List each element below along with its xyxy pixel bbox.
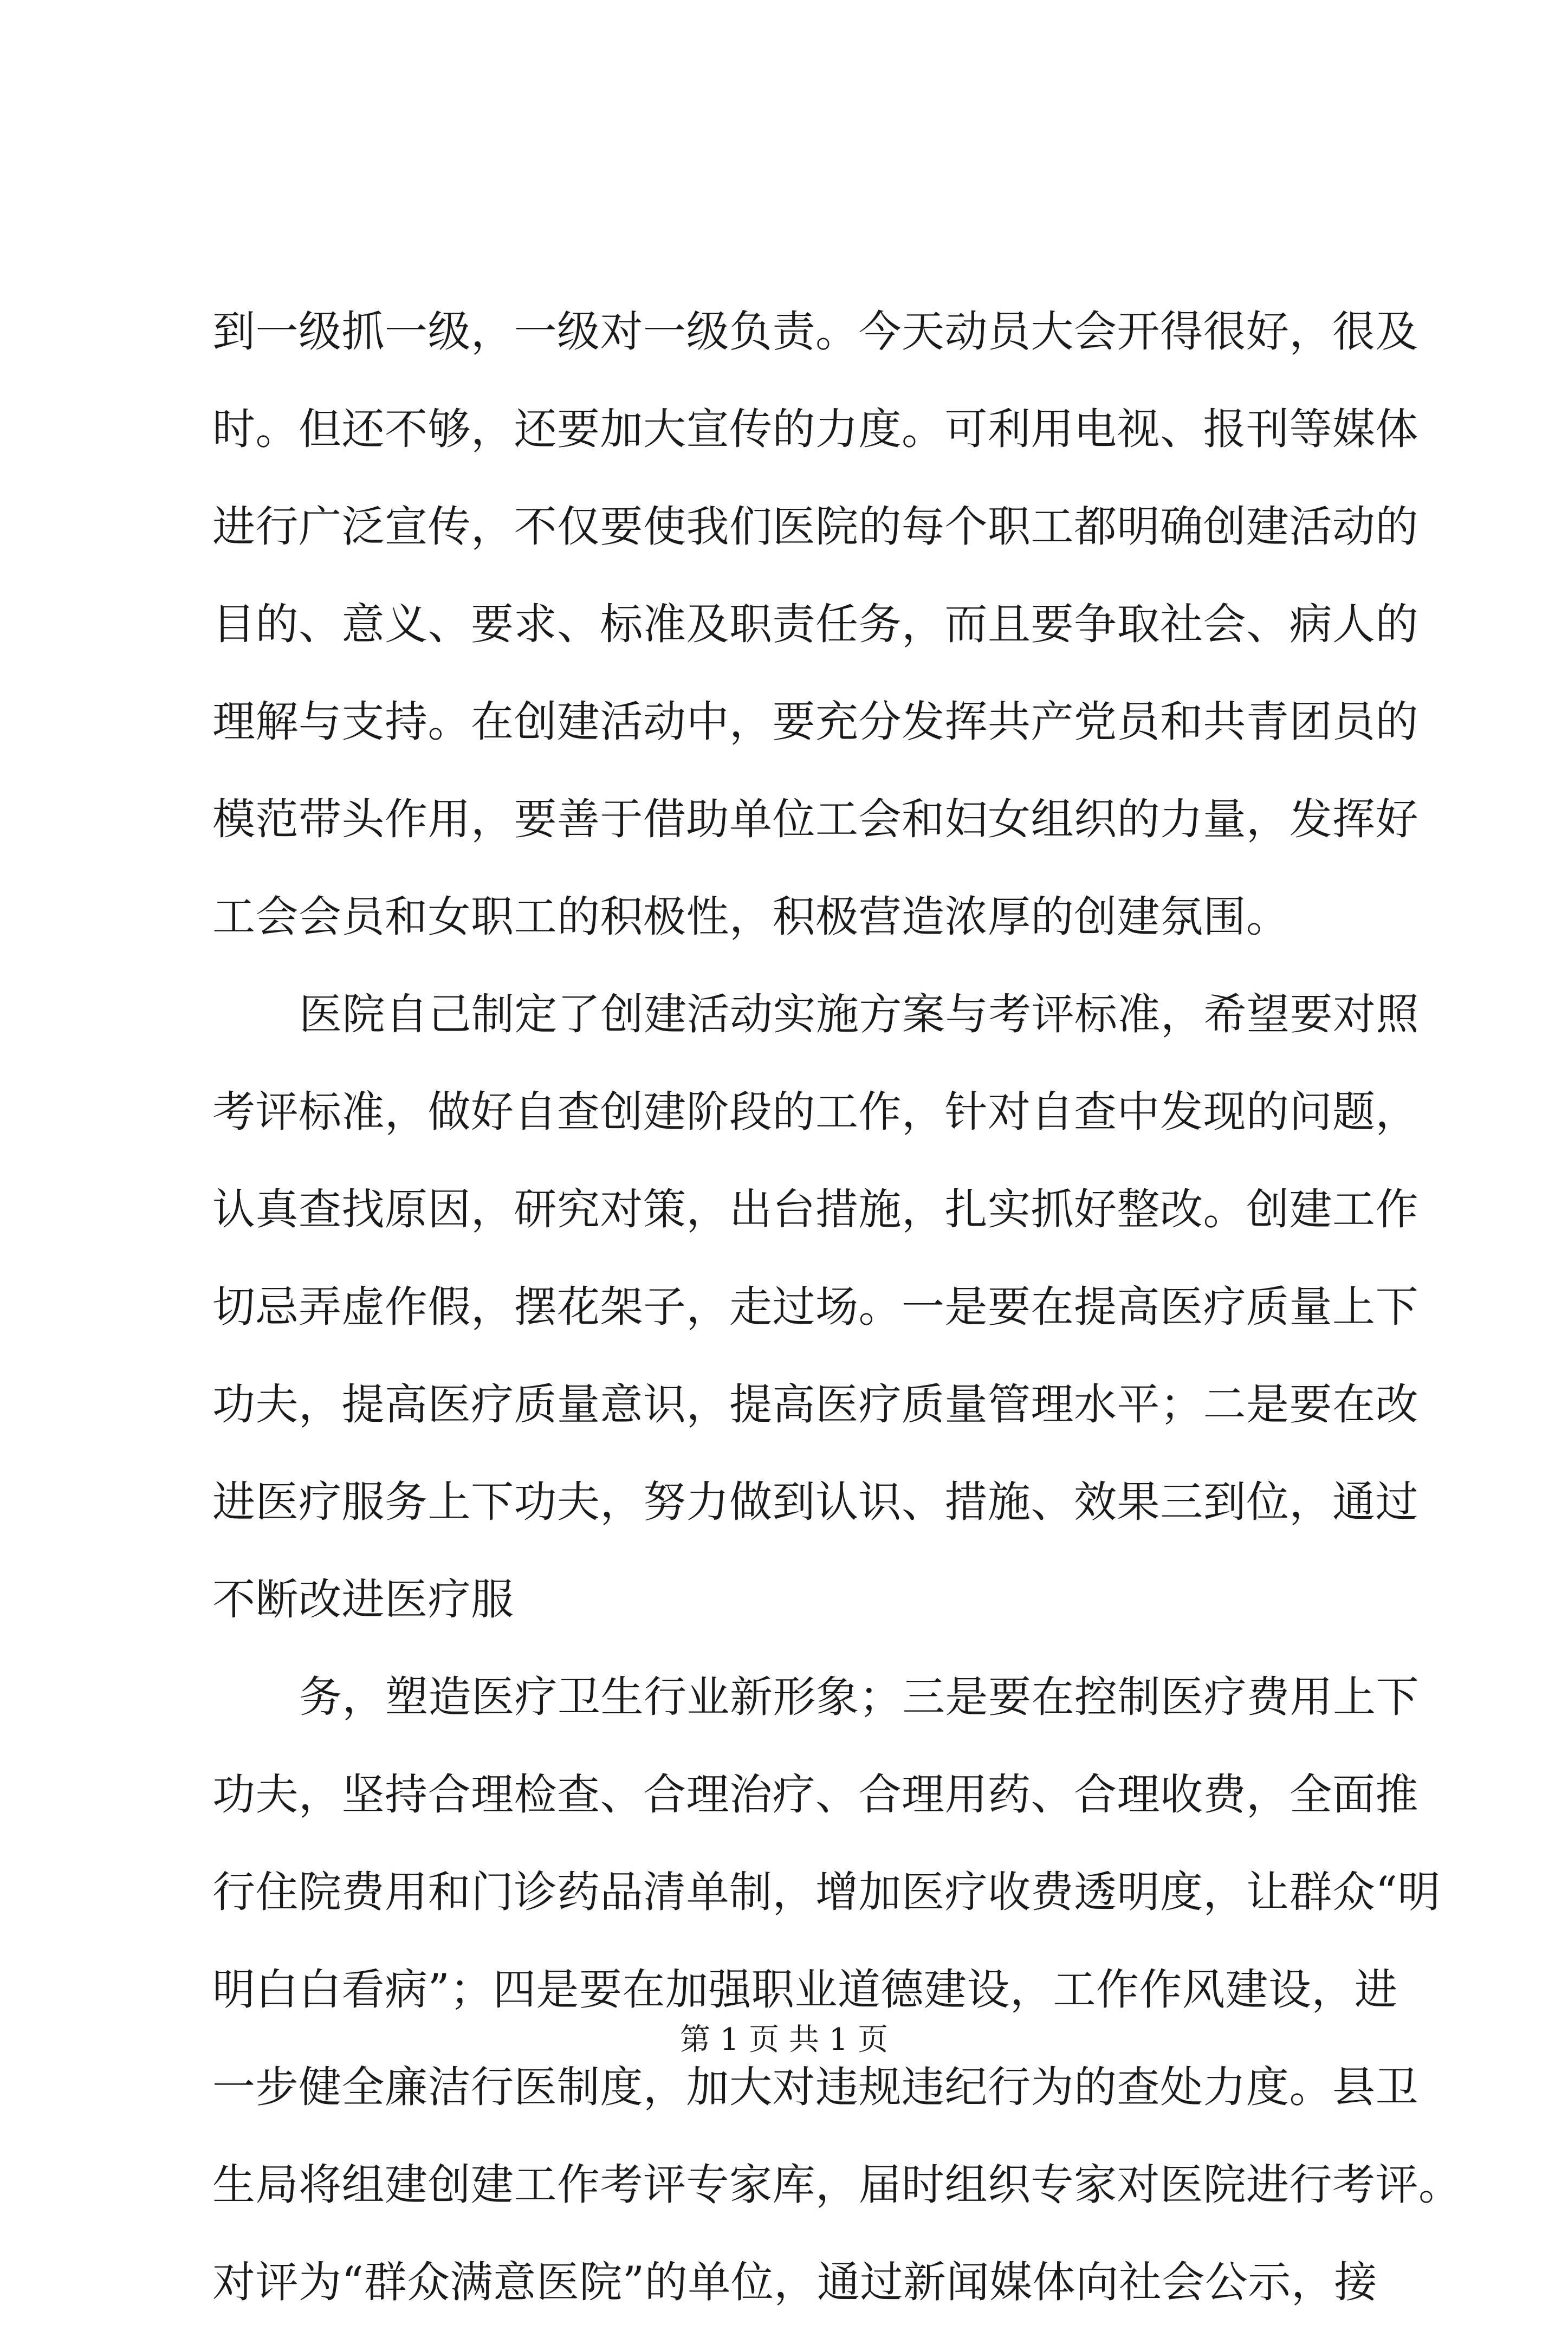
- text-line: 一步健全廉洁行医制度，加大对违规违纪行为的查处力度。县卫: [212, 2062, 1418, 2112]
- text-line: 功夫，坚持合理检查、合理治疗、合理用药、合理收费，全面推: [212, 1770, 1418, 1820]
- text-line: 到一级抓一级，一级对一级负责。今天动员大会开得很好，很及: [212, 307, 1418, 357]
- text-line: 理解与支持。在创建活动中，要充分发挥共产党员和共青团员的: [212, 697, 1418, 747]
- text-line: 时。但还不够，还要加大宣传的力度。可利用电视、报刊等媒体: [212, 404, 1418, 454]
- text-line: 明白白看病”；四是要在加强职业道德建设，工作作风建设，进: [212, 1965, 1398, 2015]
- text-line: 切忌弄虚作假，摆花架子，走过场。一是要在提高医疗质量上下: [212, 1282, 1418, 1332]
- page-number-footer: 第 1 页 共 1 页: [679, 2022, 889, 2057]
- text-line: 生局将组建创建工作考评专家库，届时组织专家对医院进行考评。: [212, 2160, 1462, 2210]
- paragraph-start-line: 务，塑造医疗卫生行业新形象；三是要在控制医疗费用上下: [299, 1672, 1419, 1722]
- text-line: 对评为“群众满意医院”的单位，通过新闻媒体向社会公示，接: [212, 2257, 1377, 2307]
- text-line: 模范带头作用，要善于借助单位工会和妇女组织的力量，发挥好: [212, 794, 1418, 844]
- text-line: 功夫，提高医疗质量意识，提高医疗质量管理水平；二是要在改: [212, 1380, 1418, 1429]
- text-line: 目的、意义、要求、标准及职责任务，而且要争取社会、病人的: [212, 599, 1418, 649]
- text-line: 进行广泛宣传，不仅要使我们医院的每个职工都明确创建活动的: [212, 502, 1418, 552]
- paragraph-start-line: 医院自己制定了创建活动实施方案与考评标准，希望要对照: [299, 989, 1419, 1039]
- text-line: 行住院费用和门诊药品清单制，增加医疗收费透明度，让群众“明: [212, 1867, 1441, 1917]
- text-line: 进医疗服务上下功夫，努力做到认识、措施、效果三到位，通过: [212, 1477, 1418, 1527]
- text-line: 不断改进医疗服: [212, 1575, 514, 1624]
- text-line: 认真查找原因，研究对策，出台措施，扎实抓好整改。创建工作: [212, 1184, 1418, 1234]
- text-line: 工会会员和女职工的积极性，积极营造浓厚的创建氛围。: [212, 892, 1290, 942]
- text-line: 考评标准，做好自查创建阶段的工作，针对自查中发现的问题，: [212, 1087, 1418, 1137]
